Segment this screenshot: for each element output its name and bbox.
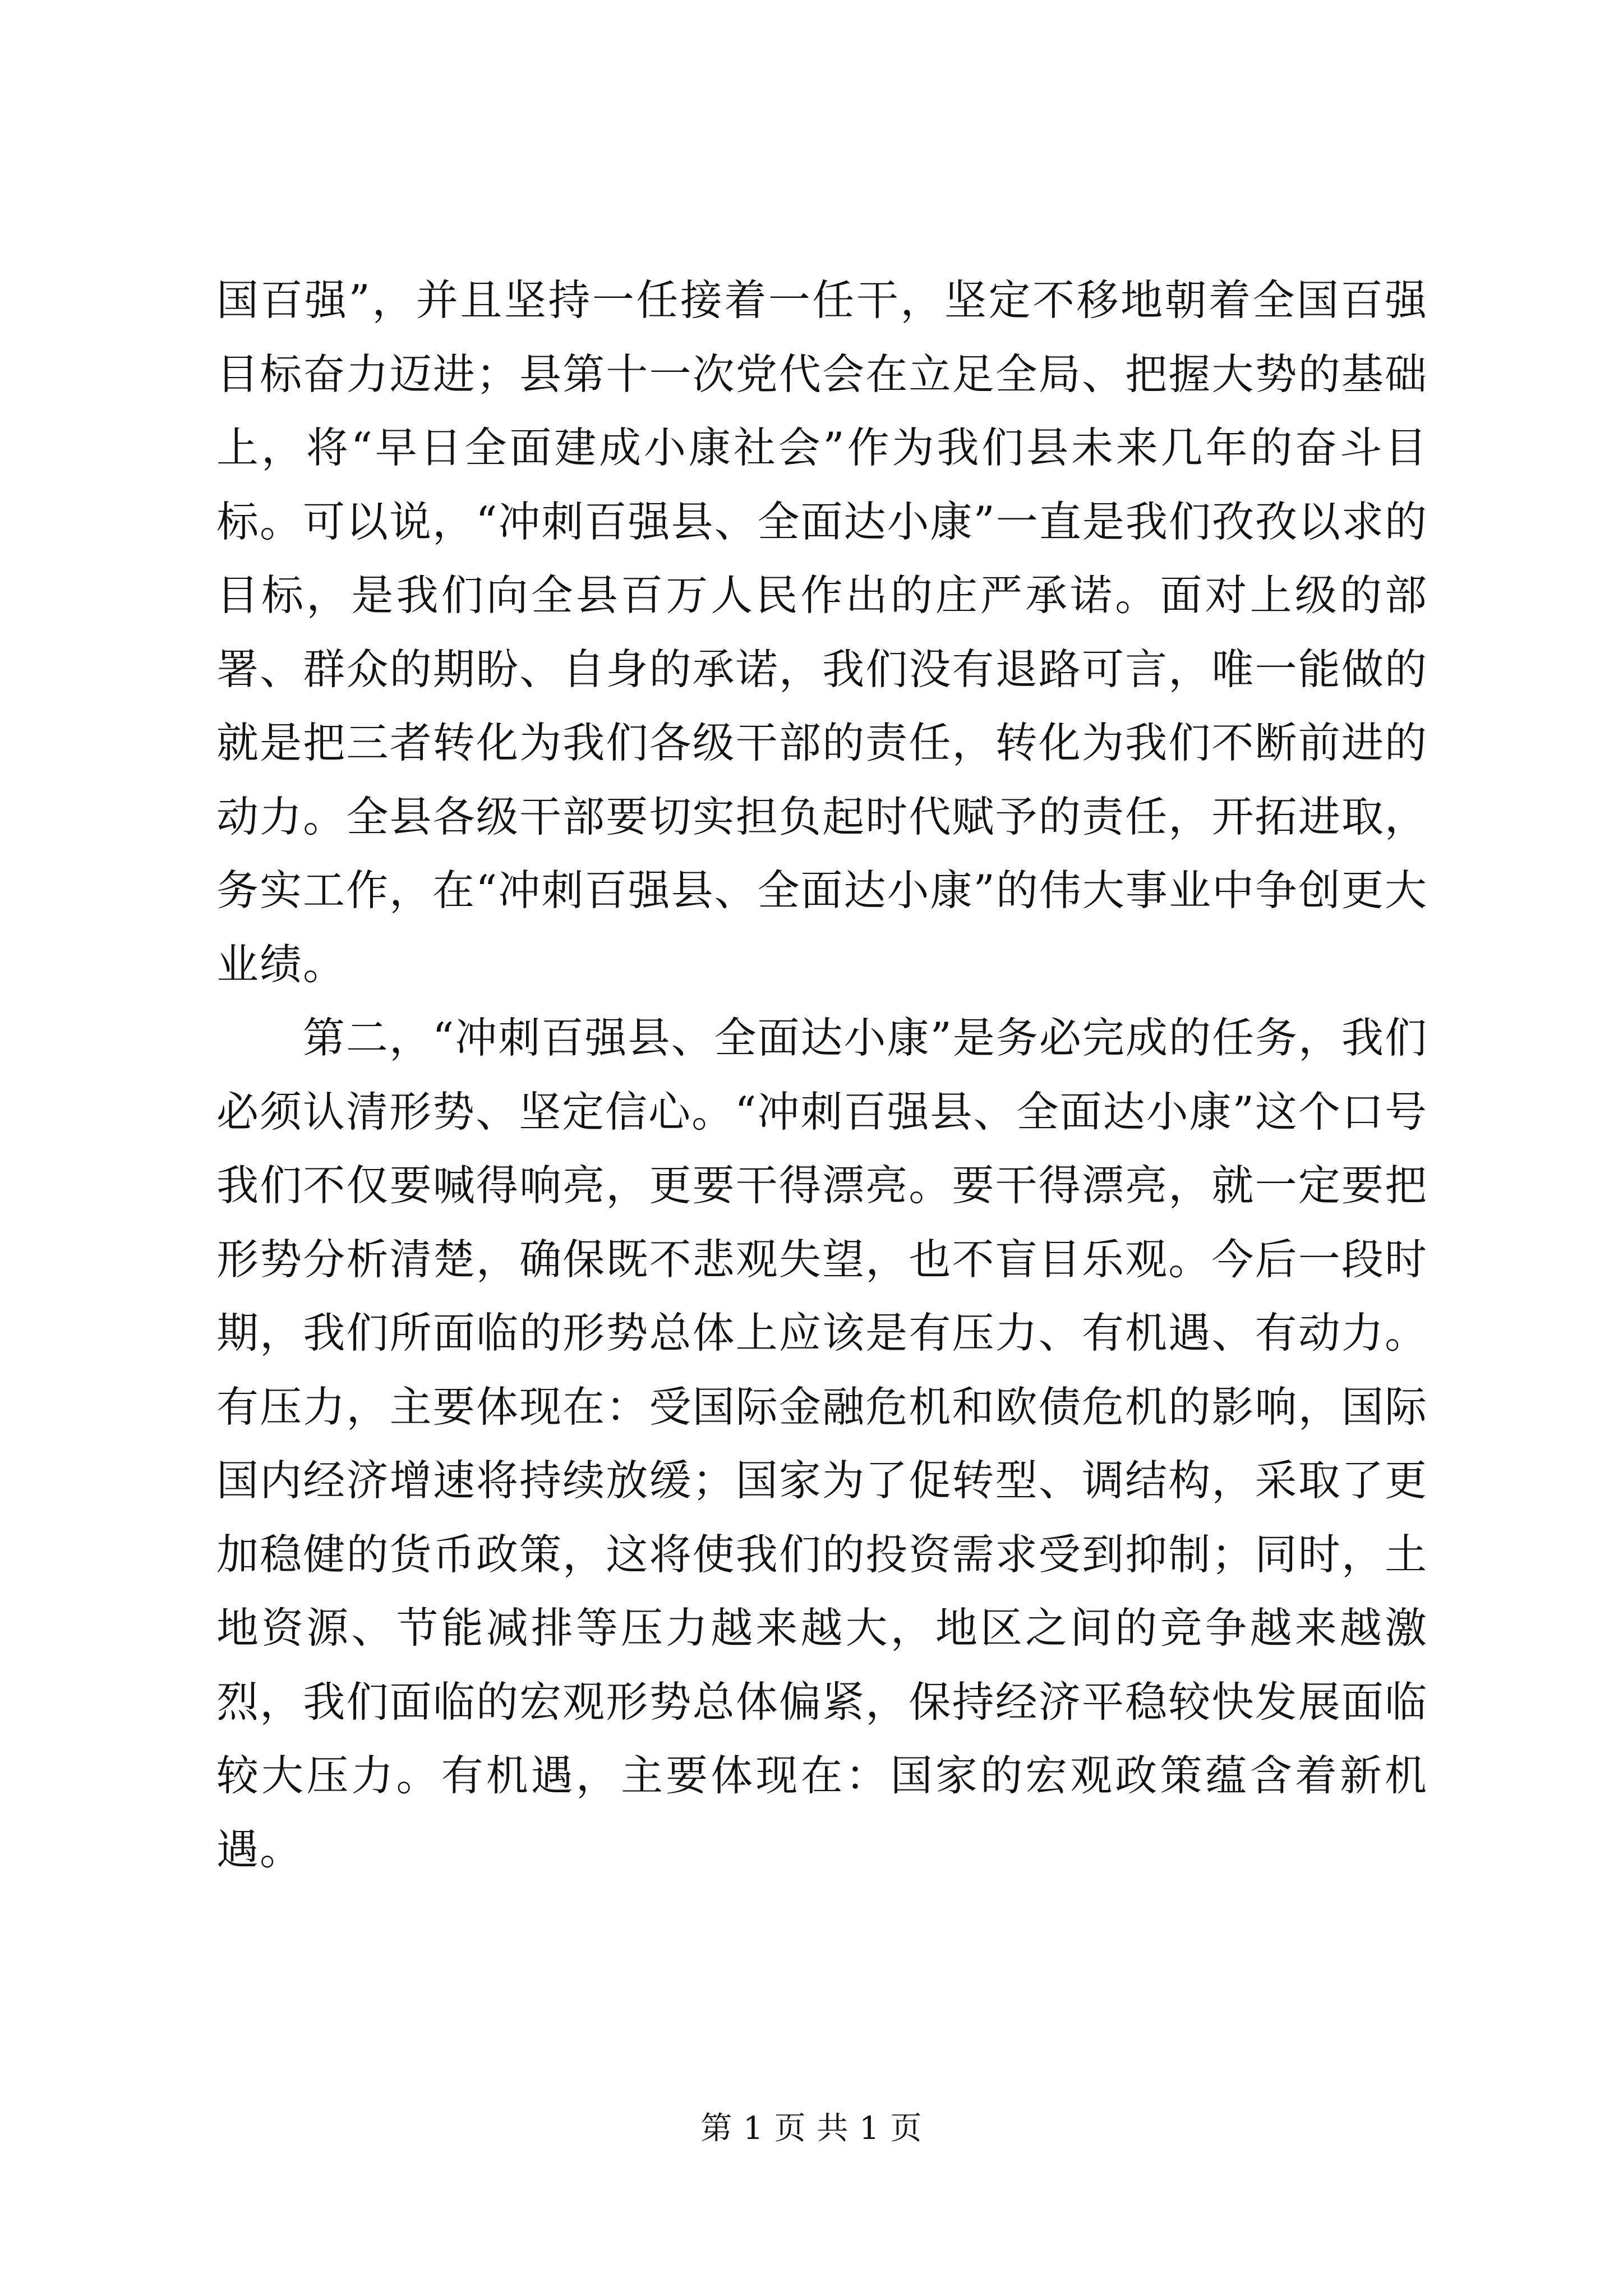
paragraph-2: 第二，“冲刺百强县、全面达小康”是务必完成的任务，我们必须认清形势、坚定信心。“冲刺百强县、全面达小康”这个口号我们不仅要喊得响亮，更要干得漂亮。要干得漂亮，就一定要把形势分析清楚，确保既不悲观失望，也不盲目乐观。今后一段时期，我们所面临的形势总体上应该是有压力、有机遇、有动力。有压力，主要体现在：受国际金融危机和欧债危机的影响，国际国内经济增速将持续放缓；国家为了促转型、调结构，采取了更加稳健的货币政策，这将使我们的投资需求受到抑制；同时，土地资源、节能减排等压力越来越大，地区之间的竞争越来越激烈，我们面临的宏观形势总体偏紧，保持经济平稳较快发展面临较大压力。有机遇，主要体现在：国家的宏观政策蕴含着新机遇。 (216, 1013, 1428, 1874)
paragraph-1: 国百强”，并且坚持一任接着一任干，坚定不移地朝着全国百强目标奋力迈进；县第十一次党代会在立足全局、把握大势的基础上，将“早日全面建成小康社会”作为我们县未来几年的奋斗目标。可以说，“冲刺百强县、全面达小康”一直是我们孜孜以求的目标，是我们向全县百万人民作出的庄严承诺。面对上级的部署、群众的期盼、自身的承诺，我们没有退路可言，唯一能做的就是把三者转化为我们各级干部的责任，转化为我们不断前进的动力。全县各级干部要切实担负起时代赋予的责任，开拓进取，务实工作，在“冲刺百强县、全面达小康”的伟大事业中争创更大业绩。 (216, 275, 1428, 989)
body-text (216, 264, 1428, 1887)
page-number-label: 第 1 页 共 1 页 (700, 2110, 923, 2147)
page-footer (0, 2109, 1623, 2148)
